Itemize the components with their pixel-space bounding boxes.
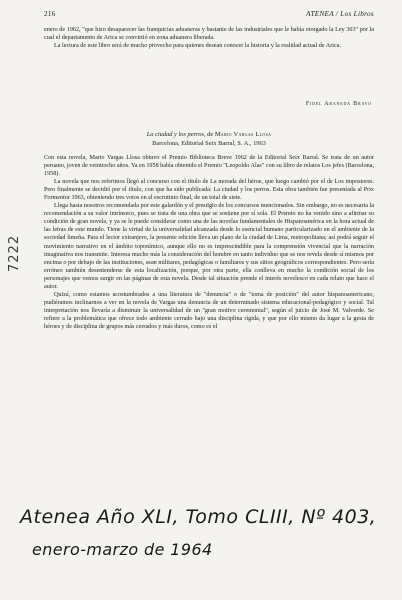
paragraph: Quizá, como estamos acostumbrados a una literatura de "denuncia" o de "toma de posición" del autor hispanoamericano, pudiéramos inclinarnos a ver en la novela de Vargas una denuncia de un determinado sistema educacional-pedagógico y social. Tal interpretación nos llevaría a disminuir la universalidad de un "gran motivo ceremonial", según el juicio de José M. Valverde. Se refiere a la problemática que ofrece todo ambiente cerrado bajo una disciplina rígida, y que por ello mismo da lugar a la gesta de héroes y de disciplina de grupos más cerrados y más duros, como es el	[44, 291, 374, 330]
handwritten-citation-line-2: enero-marzo de 1964	[32, 540, 213, 559]
paragraph: Con esta novela, Mario Vargas Llosa obtuvo el Premio Biblioteca Breve 1962 de la Editorial Seix Barral. Se trata de un autor peruano, joven de veintiocho años. Ya en 1958 había obtenido el Premio "Leopoldo Alas" con su libro de relatos Los jefes (Barcelona, 1958).	[44, 155, 374, 178]
review-body	[44, 154, 374, 331]
reviewer-signature: Fidel Araneda Bravo	[305, 101, 372, 107]
review-heading	[44, 130, 374, 148]
book-author: Mario Vargas Llosa	[214, 131, 272, 138]
page-header	[44, 10, 374, 18]
handwritten-margin-number: 7222	[7, 234, 22, 272]
publisher-line: Barcelona, Editorial Seix Barral, S. A., 1963	[152, 140, 266, 147]
paragraph: La lectura de este libro será de mucho provecho para quienes desean conocer la historia y la realidad actual de Arica.	[54, 43, 341, 50]
paragraph: La novela que nos referimos llegó al concurso con el título de La morada del héroe, que luego cambió por el de Los impostores. Pero finalmente se decidió por el título, con que ha sido publicada: La ciudad y los perros. Esta obra también fue presentada al Prix Formentor 1963, obteniendo tres votos en el escrutinio final, de un total de siete.	[44, 179, 374, 202]
book-title: La ciudad y los perros	[146, 131, 204, 138]
by-connector: , de	[203, 131, 214, 138]
running-head: ATENEA / Los Libros	[306, 10, 374, 18]
page-number: 216	[44, 10, 56, 18]
handwritten-citation-line-1: Atenea Año XLI, Tomo CLIII, Nº 403,	[20, 506, 377, 528]
paragraph: Llega hasta nosotros recomendada por este galardón y el prestigio de los concursos mencionados. Sin embargo, no es necesaria la recomendación a su valor intrínseco, pues se trata de una obra que se sostiene por sí sola. El Premio no ha venido sino a afirmar su condición de gran novela, y ya se le puede considerar como una de las novelas fundamentales de Hispanoamérica en la hora actual de las letras de este mundo. Tiene la virtud de la universalidad alcanzada desde lo esencial humano particularizado en el ambiente de la sociedad limeña. Para el lector extranjero, la presente edición lleva un plano de la ciudad de Lima, metropolitana; así podrá seguir el movimiento narrativo en el ámbito toponímico, aunque ello no es imprescindible para la comprensión vivencial que la narración imaginativa nos transmite. Interesa mucho más la consideración del hombre en tanto individuo que se nos revela desde sí mismos por encima o por debajo de las instituciones, sean militares, pedagógicas o familiares y sus sitios geográficos correspondientes. Pero sería erróneo también desentenderse de esta localización, porque, por otra parte, ella conlleva en mucho la condición social de los personajes que vemos surgir en las páginas de esta novela. Desde tal situación prende el interés novelesco en cada relato que hace el autor.	[44, 203, 374, 290]
previous-review-text	[44, 26, 374, 50]
paragraph: enero de 1962, "que hizo desaparecer las franquicias aduaneras y bastante de las industriales que le había otorgado la Ley 303" por la cual el departamento de Arica se convirtió en zona aduanera liberada.	[44, 27, 374, 42]
